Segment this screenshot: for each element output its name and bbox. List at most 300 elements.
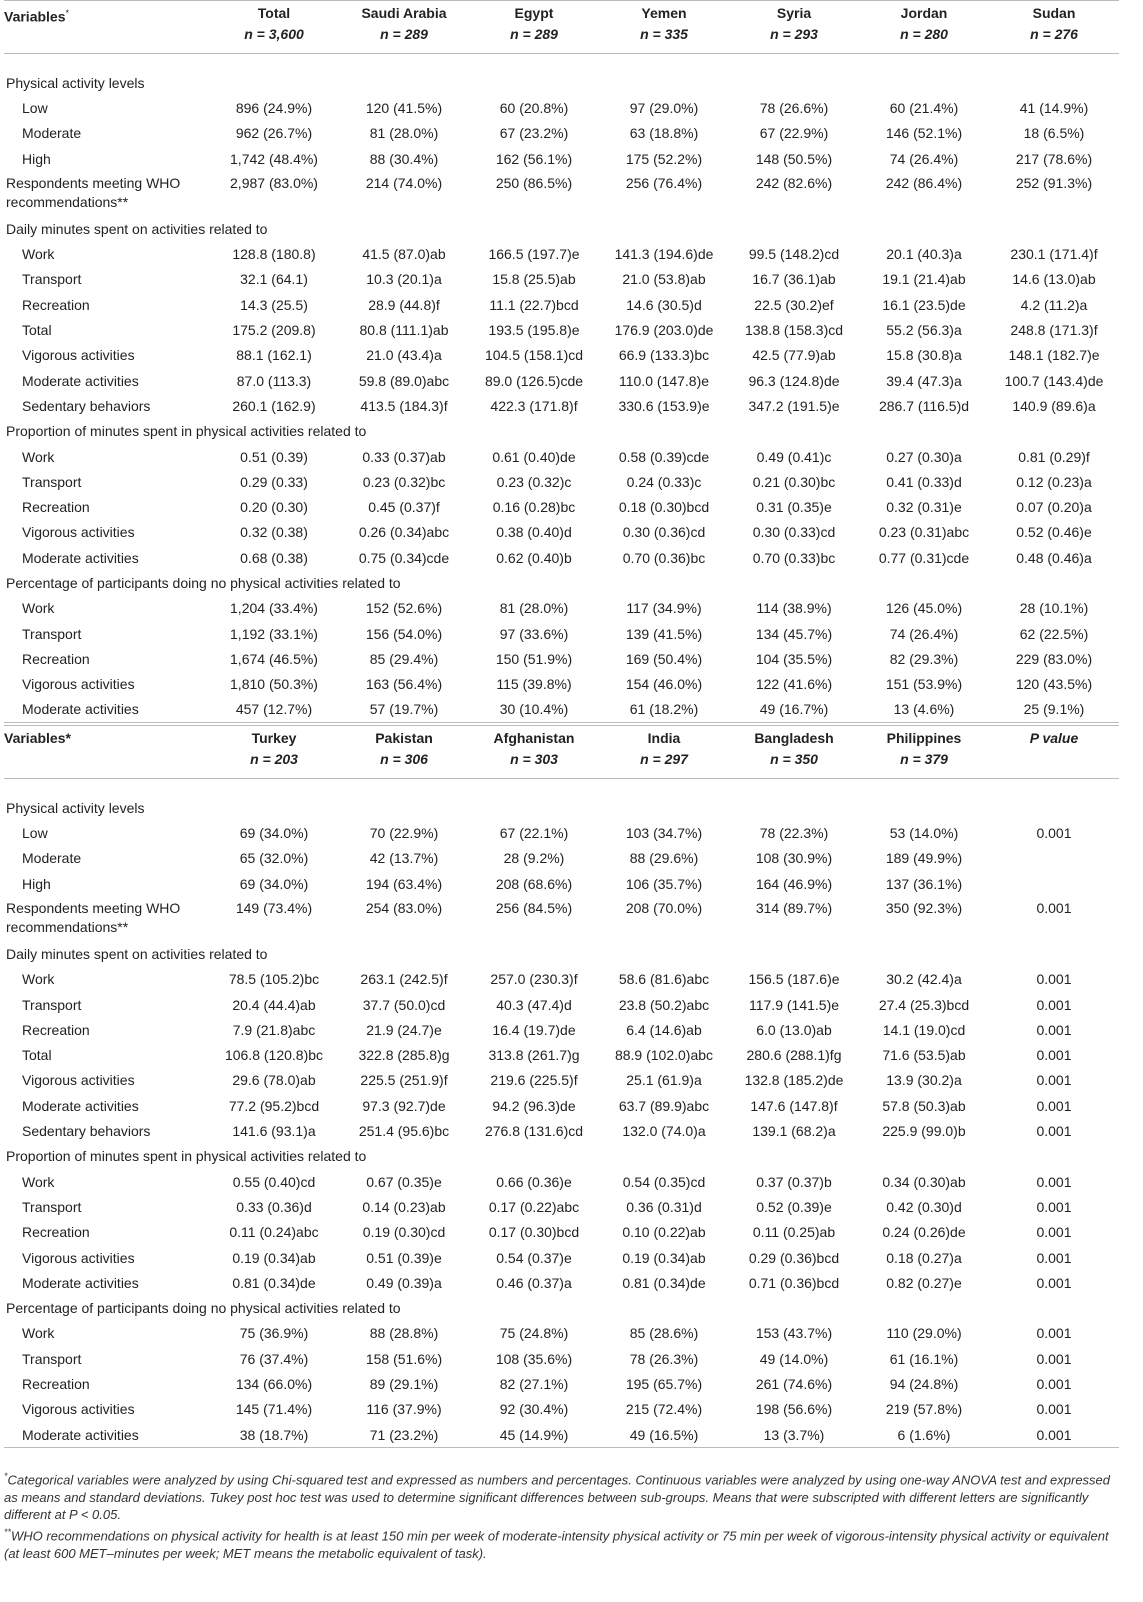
table-cell: 0.54 (0.37)e [496,1249,572,1266]
table-cell: 0.38 (0.40)d [496,524,572,541]
table-row [4,621,1119,646]
table-cell: 0.001 [989,1422,1119,1448]
table-cell: 164 (46.9%) [755,875,833,892]
row-label: Recreation [22,650,90,667]
table-cell: 94 (24.8%) [889,1376,959,1392]
results-table-part-2 [4,725,1119,1448]
table-cell: 22.5 (30.2)ef [754,296,834,313]
table-cell: 6.0 (13.0)ab [756,1021,832,1038]
table-cell: 0.24 (0.33)c [626,473,702,490]
row-label: Moderate activities [22,549,139,566]
table-cell: 0.68 (0.38) [240,549,308,566]
table-row [4,146,1119,171]
row-label: Recreation [22,1224,90,1241]
table-cell: 145 (71.4%) [235,1401,313,1418]
section-title: Proportion of minutes spent in physical activities related to [6,423,367,440]
table-cell: 137 (36.1%) [885,875,963,892]
column-header: Yemen n = 335 [640,5,688,42]
table-cell: 0.001 [1036,1173,1072,1190]
table-cell: 14.1 (19.0)cd [882,1021,966,1038]
table-cell: 198 (56.6%) [755,1401,833,1418]
table-cell: 88 (28.8%) [369,1325,439,1342]
table-row [4,1118,1119,1143]
table-cell: 1,810 (50.3%) [230,676,318,693]
table-cell: 962 (26.7%) [235,125,313,142]
p-value-header: P value [1029,730,1079,747]
table-row [4,871,1119,896]
table-cell: 141.3 (194.6)de [614,246,714,263]
table-cell: 163 (56.4%) [365,676,443,693]
table-cell: 66.9 (133.3)bc [618,347,710,364]
table-cell: 0.24 (0.26)de [882,1224,966,1241]
table-cell: 120 (43.5%) [1015,676,1093,693]
spacer-row [4,779,1119,796]
table-cell: 0.66 (0.36)e [496,1173,572,1190]
table-row [4,1220,1119,1245]
table-cell: 176.9 (203.0)de [614,322,714,339]
table-cell: 115 (39.8%) [496,676,572,693]
table-cell: 61 (18.2%) [599,697,729,723]
table-row [4,1346,1119,1371]
document-page [4,0,1139,1562]
column-header: Afghanistan n = 303 [493,730,575,767]
table-cell: 0.75 (0.34)cde [358,549,450,566]
table-row [4,368,1119,393]
table-cell: 110.0 (147.8)e [618,372,710,389]
table-cell: 59.8 (89.0)abc [358,372,450,389]
table-row [4,393,1119,418]
table-cell: 0.18 (0.27)a [886,1249,962,1266]
table-cell: 0.67 (0.35)e [366,1173,442,1190]
table-cell: 260.1 (162.9) [232,397,316,414]
table-row [4,1270,1119,1295]
table-cell: 89 (29.1%) [369,1376,439,1392]
table-row [4,469,1119,494]
variables-header: Variables* [4,8,70,25]
table-cell: 21.9 (24.7)e [366,1021,442,1038]
table-cell: 75 (36.9%) [239,1325,309,1342]
section-title: Daily minutes spent on activities related to [6,945,268,962]
table-cell: 45 (14.9%) [469,1422,599,1448]
table-cell: 89.0 (126.5)cde [484,372,584,389]
table-cell: 0.001 [1036,1123,1072,1140]
table-cell: 0.51 (0.39) [240,448,308,465]
table-cell: 81 (28.0%) [499,600,569,617]
row-label: Respondents meeting WHO recommendations** [6,900,181,936]
table-cell: 10.3 (20.1)a [366,271,442,288]
table-cell: 158 (51.6%) [365,1350,443,1367]
table-cell: 0.001 [1036,996,1072,1013]
table-cell: 0.12 (0.23)a [1016,473,1092,490]
table-row [4,1397,1119,1422]
row-label: Moderate activities [4,1422,209,1448]
row-label: Vigorous activities [22,676,135,693]
section-header-row [4,570,1119,595]
table-cell: 108 (35.6%) [495,1350,573,1367]
section-title: Physical activity levels [6,74,145,91]
table-row [4,820,1119,845]
table-cell: 78 (26.3%) [629,1350,699,1367]
table-cell: 1,674 (46.5%) [230,650,318,667]
table-cell: 67 (22.1%) [499,825,569,842]
table-cell: 70 (22.9%) [369,825,439,842]
table-cell: 13.9 (30.2)a [886,1072,962,1089]
table-cell: 65 (32.0%) [239,850,309,867]
table-cell: 0.26 (0.34)abc [358,524,450,541]
table-cell: 2,987 (83.0%) [230,175,318,192]
table-cell: 0.17 (0.22)abc [488,1198,580,1215]
table-cell: 257.0 (230.3)f [490,971,578,988]
spacer-cell [4,54,1119,71]
table-cell: 219.6 (225.5)f [490,1072,578,1089]
table-row [4,1093,1119,1118]
section-title: Percentage of participants doing no physical activities related to [6,574,401,591]
table-row [4,1169,1119,1194]
row-label: Work [22,1173,55,1190]
table-row [4,1068,1119,1093]
table-cell: 19.1 (21.4)ab [882,271,966,288]
table-cell: 82 (27.1%) [499,1376,569,1392]
table-cell: 78 (26.6%) [759,99,829,116]
table-cell: 88 (29.6%) [629,850,699,867]
table-cell: 104 (35.5%) [755,650,833,667]
section-header-row [4,70,1119,95]
table-cell: 0.001 [1036,1021,1072,1038]
table-cell: 20.1 (40.3)a [886,246,962,263]
table-cell: 0.001 [1036,1224,1072,1241]
table-cell: 78.5 (105.2)bc [228,971,320,988]
table-cell: 13 (3.7%) [729,1422,859,1448]
table-cell: 0.29 (0.33) [240,473,308,490]
row-label: Transport [22,1350,82,1367]
table-cell: 1,192 (33.1%) [230,625,318,642]
spacer-cell [4,779,1119,796]
table-cell: 53 (14.0%) [889,825,959,842]
table-cell: 0.41 (0.33)d [886,473,962,490]
table-cell: 261 (74.6%) [755,1376,833,1392]
table-cell: 117 (34.9%) [626,600,702,617]
table-cell: 154 (46.0%) [625,676,703,693]
results-table-part-1 [4,0,1119,723]
table-cell: 242 (86.4%) [885,175,963,192]
table-cell: 27.4 (25.3)bcd [878,996,970,1013]
table-cell: 114 (38.9%) [756,600,832,617]
table-cell: 0.07 (0.20)a [1016,499,1092,516]
table-cell: 0.71 (0.36)bcd [748,1274,840,1291]
row-label: Respondents meeting WHO recommendations** [6,175,181,211]
table-row [4,596,1119,621]
table-cell: 0.17 (0.30)bcd [488,1224,580,1241]
table-cell: 195 (65.7%) [625,1376,703,1392]
table-cell: 67 (22.9%) [759,125,829,142]
footnote-2: **WHO recommendations on physical activity for health is at least 150 min per week of moderate-intensity physical activity or 75 min per week of vigorous-intensity physical activity or equivalent (at least 600 MET–minutes per week; MET means the metabolic equivalent of task). [4,1526,1109,1561]
table-cell: 76 (37.4%) [239,1350,309,1367]
table-cell: 0.82 (0.27)e [886,1274,962,1291]
table-row [4,846,1119,871]
column-header: Jordan n = 280 [900,5,948,42]
row-label: Moderate activities [22,1097,139,1114]
table-cell: 0.49 (0.41)c [756,448,832,465]
table-cell: 132.0 (74.0)a [622,1123,706,1140]
table-cell: 103 (34.7%) [625,825,703,842]
table-cell: 62 (22.5%) [1019,625,1089,642]
table-cell: 60 (21.4%) [889,99,959,116]
table-cell: 69 (34.0%) [239,875,309,892]
table-cell: 0.70 (0.36)bc [622,549,706,566]
table-cell: 58.6 (81.6)abc [618,971,710,988]
table-cell: 896 (24.9%) [235,99,313,116]
table-cell: 276.8 (131.6)cd [484,1123,584,1140]
table-cell: 15.8 (25.5)ab [492,271,576,288]
table-cell: 132.8 (185.2)de [744,1072,844,1089]
table-cell: 13 (4.6%) [859,697,989,723]
table-row [4,1194,1119,1219]
table-row [4,267,1119,292]
table-cell: 0.58 (0.39)cde [618,448,710,465]
table-row [4,494,1119,519]
table-cell: 208 (68.6%) [495,875,573,892]
table-cell: 21.0 (43.4)a [366,347,442,364]
table-cell: 14.6 (13.0)ab [1012,271,1096,288]
table-cell: 6 (1.6%) [859,1422,989,1448]
table-cell: 41 (14.9%) [1019,99,1089,116]
table-cell: 330.6 (153.9)e [618,397,710,414]
table-cell: 106 (35.7%) [625,875,703,892]
table-cell: 214 (74.0%) [365,175,443,192]
table-cell: 162 (56.1%) [495,150,573,167]
table-cell: 85 (29.4%) [369,650,439,667]
table-cell: 30 (10.4%) [469,697,599,723]
table-cell: 67 (23.2%) [499,125,569,142]
table-cell: 92 (30.4%) [499,1401,569,1418]
table-cell: 88.9 (102.0)abc [614,1047,714,1064]
table-cell: 313.8 (261.7)g [488,1047,580,1064]
table-cell: 0.001 [1036,900,1072,917]
table-cell: 100.7 (143.4)de [1004,372,1104,389]
section-title: Physical activity levels [6,799,145,816]
row-label: Vigorous activities [22,1401,135,1418]
column-header: Total n = 3,600 [244,5,304,42]
table-cell: 11.1 (22.7)bcd [489,296,579,313]
table-cell: 63 (18.8%) [629,125,699,142]
table-cell: 108 (30.9%) [755,850,833,867]
table-cell: 97.3 (92.7)de [362,1097,446,1114]
table-cell: 23.8 (50.2)abc [618,996,710,1013]
column-header: Egypt n = 289 [510,5,558,42]
table-cell: 39.4 (47.3)a [886,372,962,389]
table-cell: 77.2 (95.2)bcd [228,1097,320,1114]
table-cell: 88.1 (162.1) [236,347,312,364]
table-cell: 0.29 (0.36)bcd [748,1249,840,1266]
table-cell [989,871,1119,896]
row-label: Recreation [22,296,90,313]
table-cell: 0.19 (0.34)ab [232,1249,316,1266]
row-label: Moderate activities [4,697,209,723]
table-row [4,292,1119,317]
table-cell: 20.4 (44.4)ab [232,996,316,1013]
table-row [4,545,1119,570]
section-header-row [4,1295,1119,1320]
table-cell: 169 (50.4%) [625,650,703,667]
table-cell: 120 (41.5%) [365,99,443,116]
table-row [4,1017,1119,1042]
table-cell: 97 (29.0%) [629,99,699,116]
section-title: Daily minutes spent on activities related to [6,220,268,237]
table-cell: 0.33 (0.36)d [236,1198,312,1215]
row-label: Work [22,246,55,263]
table-cell: 74 (26.4%) [889,150,959,167]
table-cell: 256 (84.5%) [495,900,573,917]
table-cell: 254 (83.0%) [365,900,443,917]
table-cell: 28 (10.1%) [1019,600,1089,617]
table-cell: 71 (23.2%) [339,1422,469,1448]
row-label: Transport [22,625,82,642]
table-cell: 6.4 (14.6)ab [626,1021,702,1038]
table-cell: 128.8 (180.8) [232,246,316,263]
table-cell: 69 (34.0%) [239,825,309,842]
section-title: Proportion of minutes spent in physical activities related to [6,1148,367,1165]
table-cell: 60 (20.8%) [499,99,569,116]
table-row [4,1371,1119,1396]
column-header: Sudan n = 276 [1030,5,1078,42]
table-cell: 0.001 [1036,1376,1072,1392]
row-label: Low [22,99,48,116]
table-cell: 96.3 (124.8)de [748,372,840,389]
table-cell: 139 (41.5%) [625,625,703,642]
table-row [4,672,1119,697]
table-cell: 156.5 (187.6)e [748,971,840,988]
table-cell: 148.1 (182.7)e [1008,347,1100,364]
table-cell: 0.23 (0.32)c [496,473,572,490]
table-cell: 134 (66.0%) [235,1376,313,1392]
table-cell: 153 (43.7%) [755,1325,833,1342]
table-row [4,121,1119,146]
row-label: Moderate activities [22,372,139,389]
table-cell: 0.31 (0.35)e [756,499,832,516]
table-cell: 413.5 (184.3)f [360,397,448,414]
table-cell: 457 (12.7%) [209,697,339,723]
table-cell: 0.61 (0.40)de [492,448,576,465]
table-cell: 0.23 (0.32)bc [362,473,446,490]
table-cell: 0.001 [1036,825,1072,842]
table-cell: 40.3 (47.4)d [496,996,572,1013]
row-label: Sedentary behaviors [22,397,151,414]
table-cell: 104.5 (158.1)cd [484,347,584,364]
table-cell: 81 (28.0%) [369,125,439,142]
table-cell: 139.1 (68.2)a [752,1123,836,1140]
section-header-row [4,795,1119,820]
table-cell: 1,204 (33.4%) [230,600,318,617]
table-cell: 0.001 [1036,971,1072,988]
table-cell: 314 (89.7%) [755,900,833,917]
table-cell: 230.1 (171.4)f [1010,246,1098,263]
row-label: Work [22,600,55,617]
column-header: Syria n = 293 [770,5,818,42]
table-cell: 0.49 (0.39)a [366,1274,442,1291]
table-cell: 140.9 (89.6)a [1012,397,1096,414]
table-cell: 146 (52.1%) [885,125,963,142]
table-cell: 61 (16.1%) [889,1350,959,1367]
table-row [4,1321,1119,1346]
table-cell: 28 (9.2%) [503,850,565,867]
table-cell: 0.27 (0.30)a [886,448,962,465]
table-cell: 0.37 (0.37)b [756,1173,832,1190]
row-label: Work [22,971,55,988]
table-cell: 0.11 (0.24)abc [229,1224,319,1241]
table-cell: 14.6 (30.5)d [626,296,702,313]
table-cell: 0.36 (0.31)d [626,1198,702,1215]
table-cell: 0.52 (0.46)e [1016,524,1092,541]
variables-header: Variables* [4,730,71,747]
row-label: Vigorous activities [22,347,135,364]
table-row [4,992,1119,1017]
table-row [4,646,1119,671]
row-label: Transport [22,1198,82,1215]
table-cell: 141.6 (93.1)a [232,1123,316,1140]
table-row [4,697,1119,723]
table-cell: 151 (53.9%) [885,676,963,693]
table-cell: 0.001 [1036,1072,1072,1089]
table-cell: 49 (16.5%) [599,1422,729,1448]
row-label: Work [22,448,55,465]
table-cell: 30.2 (42.4)a [886,971,962,988]
table-cell: 0.001 [1036,1097,1072,1114]
table-cell: 250 (86.5%) [495,175,573,192]
section-header-row [4,1144,1119,1169]
table-cell: 189 (49.9%) [885,850,963,867]
table-cell: 148 (50.5%) [755,150,833,167]
table-header-row [4,726,1119,779]
row-label: Work [22,1325,55,1342]
table-cell: 0.34 (0.30)ab [882,1173,966,1190]
table-cell: 0.19 (0.30)cd [362,1224,446,1241]
table-cell: 0.33 (0.37)ab [362,448,446,465]
table-cell: 110 (29.0%) [886,1325,962,1342]
row-label: Sedentary behaviors [22,1123,151,1140]
table-cell: 0.55 (0.40)cd [232,1173,316,1190]
table-cell: 152 (52.6%) [365,600,443,617]
section-header-row [4,216,1119,241]
table-cell: 208 (70.0%) [625,900,703,917]
row-label: Transport [22,271,82,288]
table-cell: 85 (28.6%) [629,1325,699,1342]
table-cell: 16.4 (19.7)de [492,1021,576,1038]
table-cell: 117.9 (141.5)e [748,996,840,1013]
table-cell: 0.42 (0.30)d [886,1198,962,1215]
table-row [4,444,1119,469]
table-cell: 21.0 (53.8)ab [622,271,706,288]
table-cell: 0.001 [1036,1198,1072,1215]
table-cell: 219 (57.8%) [885,1401,963,1418]
table-cell: 0.32 (0.38) [240,524,308,541]
table-body [4,54,1119,723]
row-label: Recreation [22,499,90,516]
table-cell: 0.20 (0.30) [240,499,308,516]
table-row [4,343,1119,368]
table-cell: 0.30 (0.33)cd [752,524,836,541]
spacer-row [4,54,1119,71]
table-cell: 150 (51.9%) [495,650,573,667]
table-cell: 4.2 (11.2)a [1020,296,1088,313]
table-cell: 322.8 (285.8)g [358,1047,450,1064]
table-cell: 25.1 (61.9)a [626,1072,702,1089]
section-header-row [4,419,1119,444]
row-label: Moderate activities [22,1274,139,1291]
table-cell: 0.46 (0.37)a [496,1274,572,1291]
table-cell: 217 (78.6%) [1015,150,1093,167]
row-label: Transport [22,996,82,1013]
table-cell: 116 (37.9%) [366,1401,442,1418]
